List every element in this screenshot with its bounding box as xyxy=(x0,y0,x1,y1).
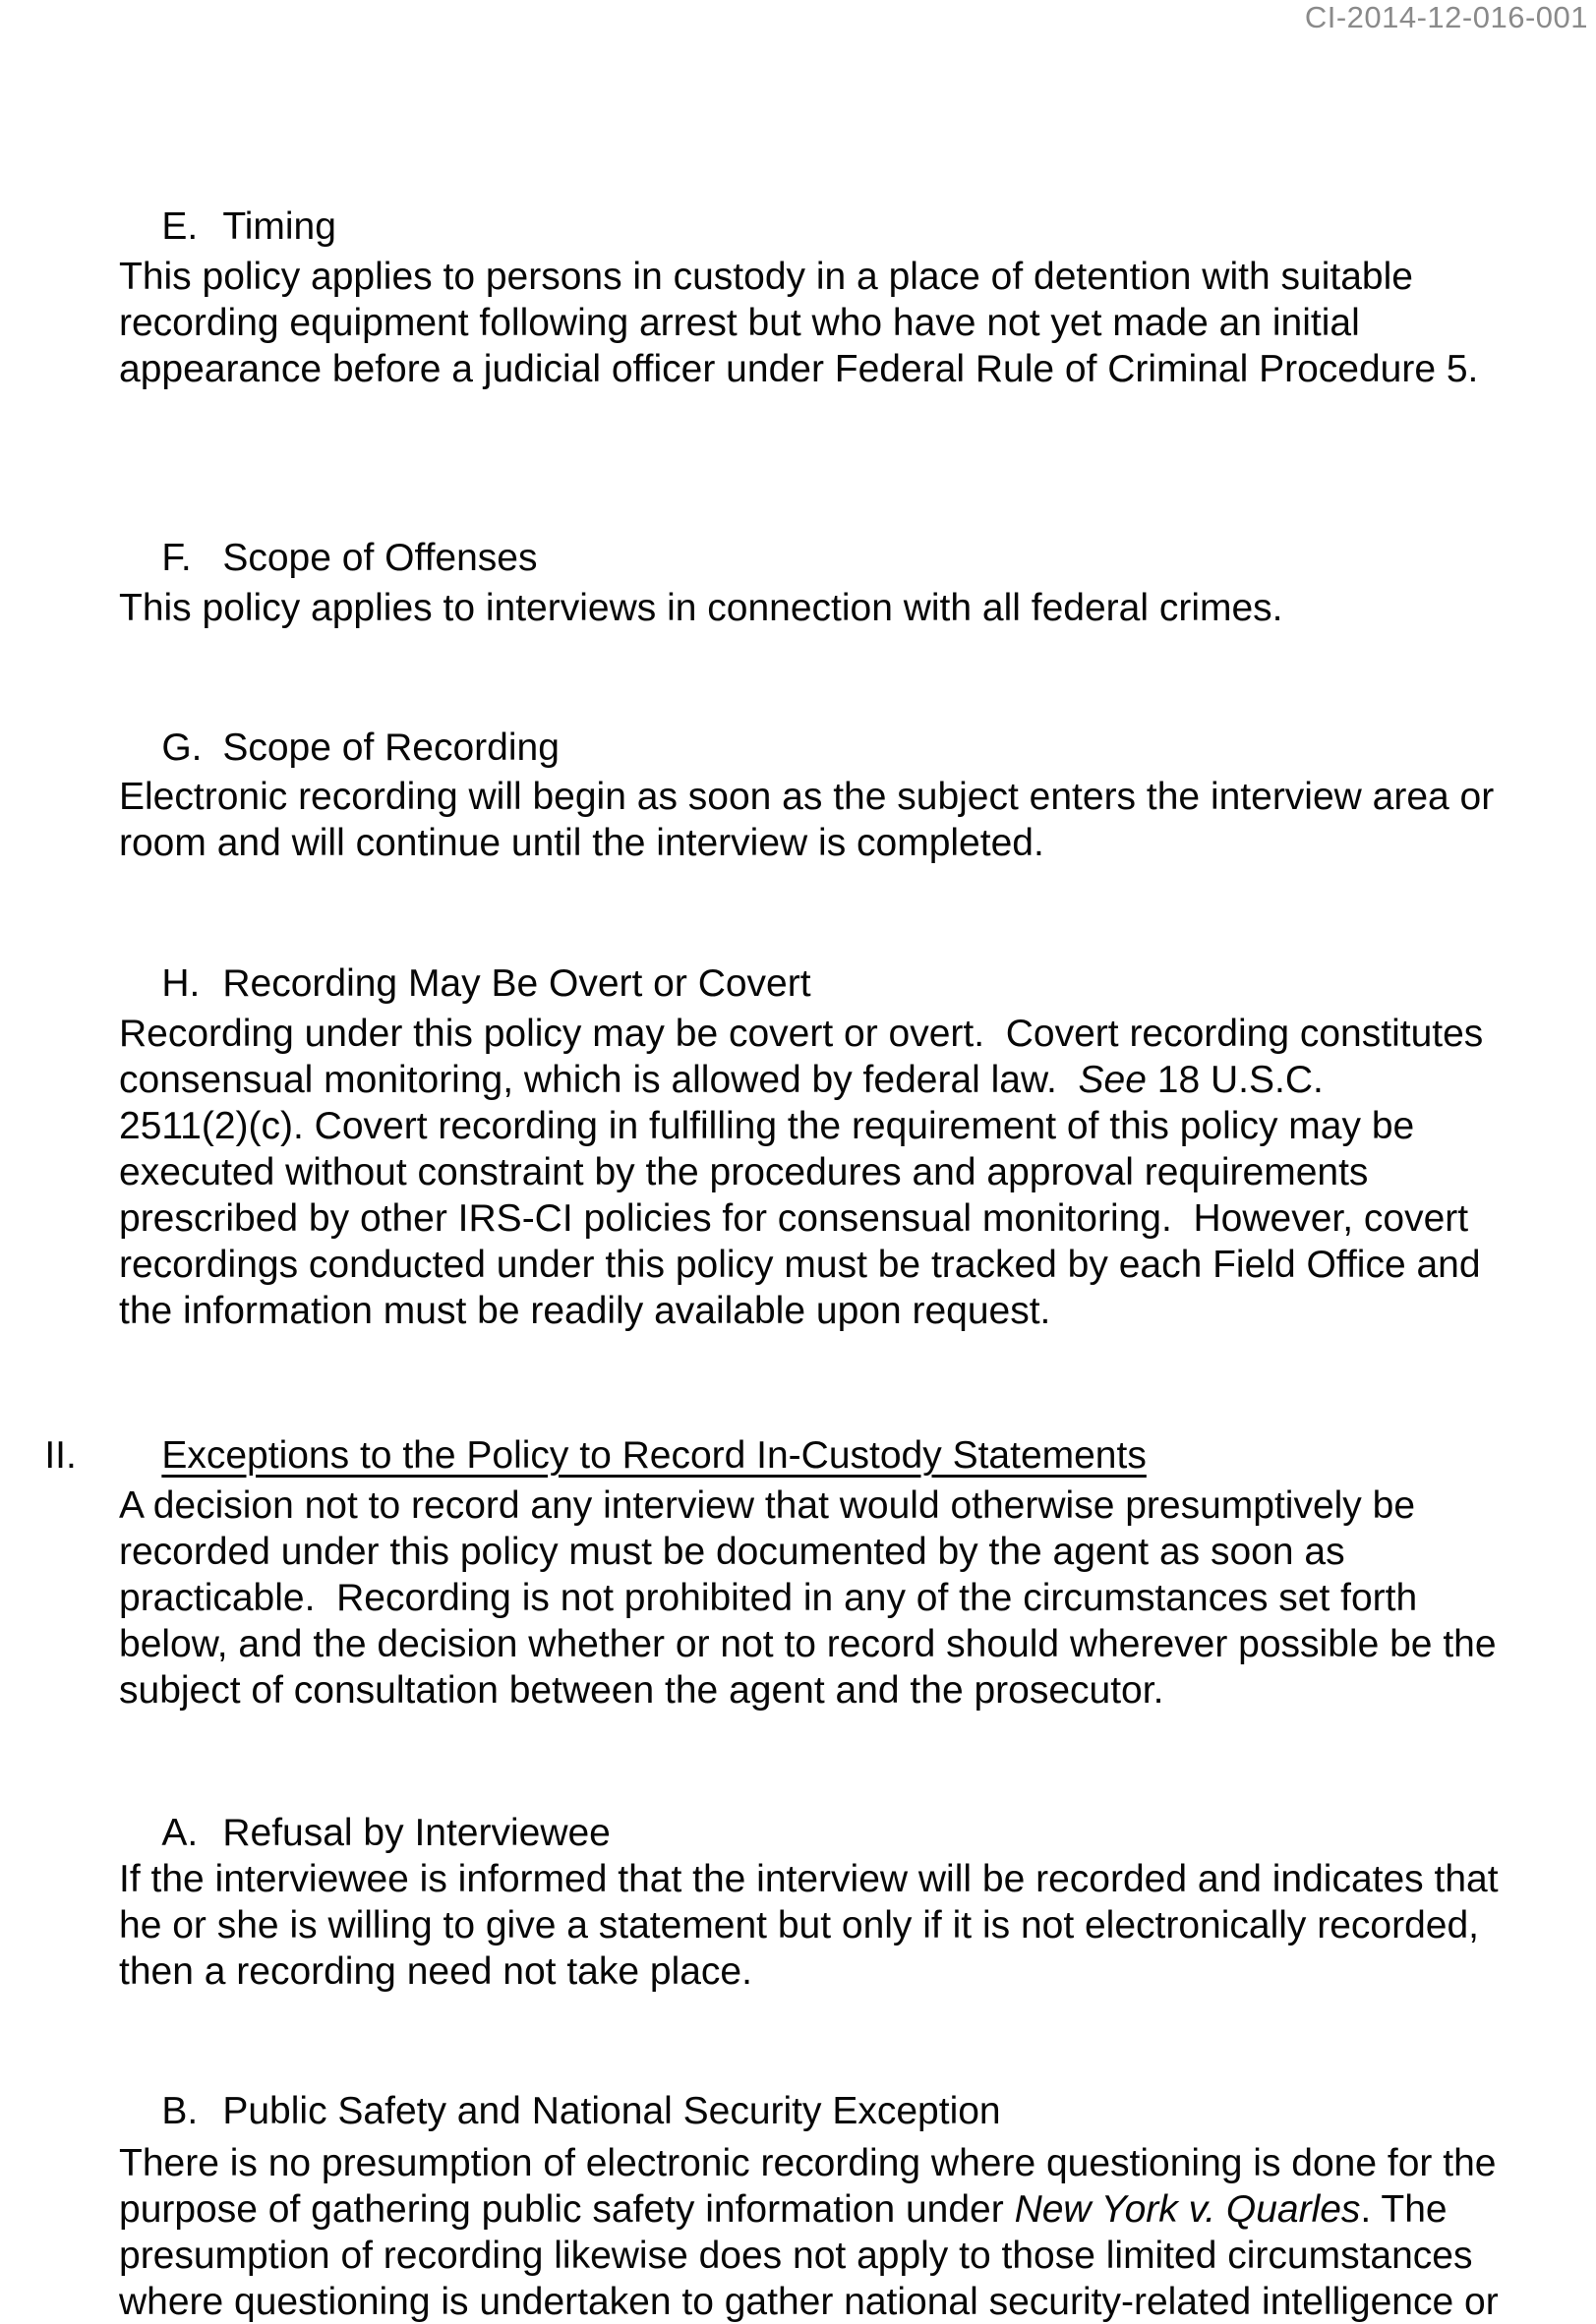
section-letter: G. xyxy=(161,726,203,769)
italic-case-citation: New York v. Quarles xyxy=(1014,2188,1361,2231)
text-line: then a recording need not take place. xyxy=(119,1950,752,1993)
section-letter: A. xyxy=(161,1812,199,1854)
text-segment: . The xyxy=(1360,2188,1448,2231)
text-line: recordings conducted under this policy must be tracked by each Field Office and xyxy=(119,1244,1481,1286)
paragraph-b xyxy=(119,2140,1499,2324)
text-line xyxy=(119,1057,1483,1103)
text-line: This policy applies to persons in custody in a place of detention with suitable xyxy=(119,256,1413,298)
text-line: Electronic recording will begin as soon as the subject enters the interview area or xyxy=(119,776,1495,818)
section-title: Recording May Be Overt or Covert xyxy=(222,962,811,1005)
section-numeral: II. xyxy=(44,1434,77,1477)
text-line xyxy=(119,2186,1499,2233)
text-line: prescribed by other IRS-CI policies for consensual monitoring. However, covert xyxy=(119,1197,1469,1240)
text-line: room and will continue until the interview is completed. xyxy=(119,822,1044,864)
text-line: recording equipment following arrest but who have not yet made an initial xyxy=(119,302,1360,344)
section-letter: B. xyxy=(161,2090,199,2132)
section-letter: H. xyxy=(161,962,201,1005)
section-title: Scope of Offenses xyxy=(222,537,538,579)
text-line: appearance before a judicial officer under Federal Rule of Criminal Procedure 5. xyxy=(119,348,1479,390)
text-line: the information must be readily available upon request. xyxy=(119,1290,1051,1332)
text-line: recorded under this policy must be documented by the agent as soon as xyxy=(119,1531,1345,1573)
text-line: executed without constraint by the procedures and approval requirements xyxy=(119,1151,1369,1193)
section-title: Scope of Recording xyxy=(222,726,560,769)
text-line: 2511(2)(c). Covert recording in fulfilling the requirement of this policy may be xyxy=(119,1105,1415,1147)
text-segment: consensual monitoring, which is allowed by federal law. xyxy=(119,1059,1079,1101)
document-id: CI-2014-12-016-001 xyxy=(1304,0,1588,34)
section-title: Timing xyxy=(222,205,336,248)
section-title-underlined: Exceptions to the Policy to Record In-Custody Statements xyxy=(161,1434,1147,1477)
text-line: below, and the decision whether or not to record should wherever possible be the xyxy=(119,1623,1497,1665)
text-line: subject of consultation between the agent and the prosecutor. xyxy=(119,1669,1164,1712)
text-line: presumption of recording likewise does not apply to those limited circumstances xyxy=(119,2235,1473,2277)
text-line: he or she is willing to give a statement but only if it is not electronically recorded, xyxy=(119,1904,1480,1946)
italic-citation: See xyxy=(1078,1059,1147,1101)
text-segment: 18 U.S.C. xyxy=(1146,1059,1324,1101)
text-line: practicable. Recording is not prohibited in any of the circumstances set forth xyxy=(119,1577,1418,1619)
text-line: where questioning is undertaken to gather national security-related intelligence or xyxy=(119,2281,1499,2323)
paragraph-g xyxy=(119,774,1494,866)
text-line: A decision not to record any interview that would otherwise presumptively be xyxy=(119,1484,1416,1527)
paragraph-f xyxy=(119,585,1283,631)
text-line: Recording under this policy may be covert or overt. Covert recording constitutes xyxy=(119,1013,1484,1055)
text-line: There is no presumption of electronic recording where questioning is done for the xyxy=(119,2142,1497,2184)
section-letter: F. xyxy=(161,537,192,579)
text-line: If the interviewee is informed that the interview will be recorded and indicates that xyxy=(119,1858,1499,1900)
section-letter: E. xyxy=(161,205,199,248)
text-segment: purpose of gathering public safety information under xyxy=(119,2188,1015,2231)
paragraph-a xyxy=(119,1856,1499,1995)
paragraph-h xyxy=(119,1011,1483,1334)
paragraph-e xyxy=(119,254,1478,392)
paragraph-ii xyxy=(119,1482,1497,1714)
section-title: Public Safety and National Security Exception xyxy=(222,2090,1001,2132)
text-line: This policy applies to interviews in connection with all federal crimes. xyxy=(119,587,1283,629)
section-title: Refusal by Interviewee xyxy=(222,1812,611,1854)
